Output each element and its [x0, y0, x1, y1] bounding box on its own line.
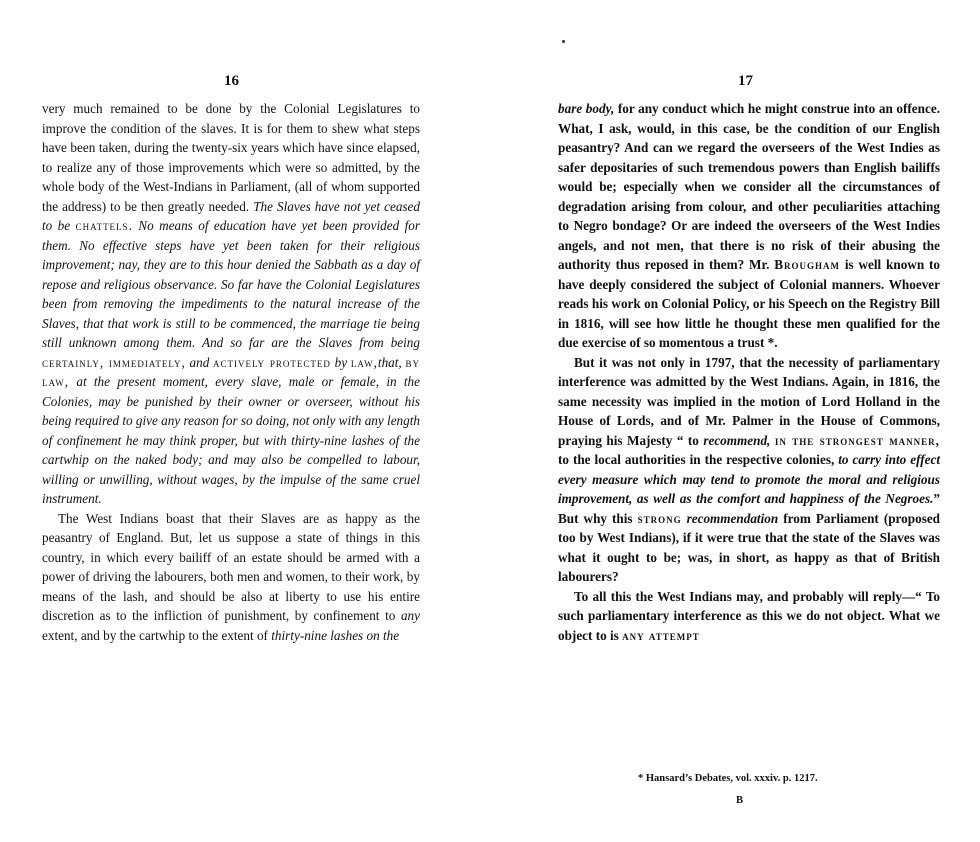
text-column [42, 99, 420, 645]
page-number: 17 [738, 73, 753, 89]
page-number: 16 [224, 73, 239, 89]
paragraph: The West Indians boast that their Slaves are as happy as the peasantry of England. But, let us suppose a state of things in this country, in which every bailiff of an estate should be armed with a power of driving the labourers, both men and women, to their work, by means of the lash, and should be also at liberty to use his entire discretion as to the infliction of punishment, by confinement to any extent, and by the cartwhip to the extent of thirty-nine lashes on the [42, 510, 420, 643]
paragraph: But it was not only in 1797, that the necessity of parliamentary interference was admitted by the West Indians. Again, in 1816, the same necessity was implied in the motion of Lord Holland in the House of Lords, and of Mr. Palmer in the House of Commons, praying his Majesty “ to recommend, in the strongest manner, to the local authorities in the respective colonies, to carry into effect every measure which may tend to promote the moral and religious improvement, as well as the comfort and happiness of the Negroes.” But why this strong recommendation from Parliament (proposed too by West Indians), if it were true that the state of the Slaves was what it ought to be; was, in short, as happy as that of British labourers? [558, 354, 941, 584]
paragraph: very much remained to be done by the Colonial Legislatures to improve the condition of the slaves. It is for them to shew what steps have been taken, during the twenty-six years which have since elapsed, to realize any of those improvements which were so admitted, by the whole body of the West-Indians in Parliament, (all of whom supported the address) to be then greatly needed. The Slaves have not yet ceased to be chattels. No means of education have yet been provided for them. No effective steps have yet been taken for their religious improvement; nay, they are to this hour denied the Sabbath as a day of repose and religious observance. So far have the Colonial Legislatures been from removing the impediments to the natural increase of the Slaves, that that work is still to be commenced, the marriage tie being still unknown among them. And so far are the Slaves from being certainly, immediately, and actively protected by law,that, by law, at the present moment, every slave, male or female, in the Colonies, may be punished by their owner or overseer, without his being required to give any reason for so doing, not only with any length of confinement he may think proper, but with thirty-nine lashes of the cartwhip on the naked body; and may also be compelled to labour, willing or unwilling, without wages, by the impulse of the same cruel instrument. [42, 101, 420, 506]
ink-speck [562, 40, 565, 43]
text-column [558, 99, 940, 645]
paragraph: bare body, for any conduct which he might construe into an offence. What, I ask, would, in this case, be the condition of our English peasantry? And can we regard the overseers of the West Indies as safer depositaries of such tremendous powers than English bailiffs would be; especially when we consider all the circumstances of degradation arising from colour, and other peculiarities attaching to Negro bondage? Or are indeed the overseers of the West Indies angels, and not men, that there is no risk of their abusing the authority thus reposed in them? Mr. Brougham is well known to have deeply considered the subject of Colonial manners. Whoever reads his work on Colonial Policy, or his Speech on the Registry Bill in 1816, will see how little he thought these men qualified for the due exercise of so momentous a trust *. [558, 101, 940, 350]
paragraph: To all this the West Indians may, and probably will reply—“ To such parliamentary interference as this we do not object. What we object to is any attempt [558, 588, 940, 643]
right-page [490, 0, 980, 842]
left-page [0, 0, 470, 842]
footnote: * Hansard’s Debates, vol. xxxiv. p. 1217. [638, 773, 818, 784]
signature-mark: B [736, 795, 744, 806]
